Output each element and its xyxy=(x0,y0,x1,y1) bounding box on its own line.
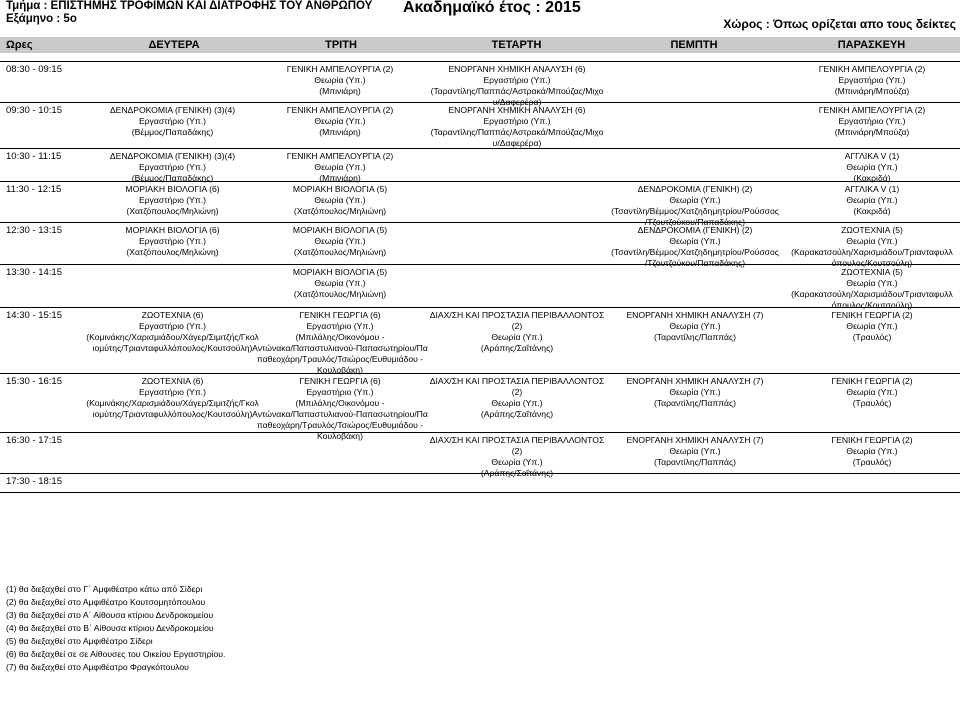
course-line: Θεωρία (Υπ.) xyxy=(669,195,721,205)
course-line: Κουλοβάκη) xyxy=(317,365,363,375)
course-line: ΖΩΟΤΕΧΝΙΑ (6) xyxy=(141,310,204,320)
course-line: Αντώνακα/Παπαστυλιανού-Παπασωτηρίου/Πα xyxy=(252,343,428,353)
course-line: Εργαστήριο (Υπ.) xyxy=(838,116,906,126)
course-line: ΑΓΓΛΙΚΑ V (1) xyxy=(844,151,900,161)
course-line: (Τσαντίλη/Βέμμος/Χατζηδημητρίου/Ρούσσος xyxy=(611,206,779,216)
course-line: Θεωρία (Υπ.) xyxy=(846,195,898,205)
course-line: (Βέμμος/Παπαδάκης) xyxy=(131,127,214,137)
time-slot-row xyxy=(0,432,960,478)
course-line: (2) xyxy=(511,387,523,397)
course-cell-mon xyxy=(70,184,275,217)
course-cell-tue xyxy=(250,151,430,184)
course-line: ΖΩΟΤΕΧΝΙΑ (5) xyxy=(841,225,903,235)
col-wednesday: ΤΕΤΑΡΤΗ xyxy=(491,39,542,51)
course-line: ΖΩΟΤΕΧΝΙΑ (5) xyxy=(841,267,903,277)
course-line: (Ταραντίλης/Παππάς) xyxy=(653,332,737,342)
course-line: (Μπιλάλης/Οικονόμου - xyxy=(295,398,385,408)
course-cell-thu xyxy=(600,435,790,468)
course-cell-mon xyxy=(70,376,275,420)
course-line: (Καρακατσούλη/Χαρισμιάδου/Τριανταφυλλ xyxy=(791,247,953,257)
course-line: Θεωρία (Υπ.) xyxy=(491,398,543,408)
course-line: Εργαστήριο (Υπ.) xyxy=(138,321,207,331)
time-slot-label: 10:30 - 11:15 xyxy=(6,151,62,162)
course-cell-tue xyxy=(250,267,430,300)
course-line: (Χατζόπουλος/Μηλιώνη) xyxy=(293,247,387,257)
course-line: Αντώνακα/Παπαστυλιανού-Παπασωτηρίου/Πα xyxy=(252,409,428,419)
course-line: Θεωρία (Υπ.) xyxy=(314,75,366,85)
course-cell-tue xyxy=(250,184,430,217)
course-line: Εργαστήριο (Υπ.) xyxy=(306,387,374,397)
course-line: ΓΕΝΙΚΗ ΓΕΩΡΓΙΑ (2) xyxy=(831,310,913,320)
course-line: (2) xyxy=(511,321,523,331)
course-line: (Μπινιάρη) xyxy=(319,86,361,96)
course-line: Εργαστήριο (Υπ.) xyxy=(138,116,207,126)
course-line: (Χατζόπουλος/Μηλιώνη) xyxy=(126,247,219,257)
footnote: (3) θα διεξαχθεί στο Α΄ Αίθουσα κτίριου Δενδροκομείου xyxy=(6,610,214,620)
course-line: Θεωρία (Υπ.) xyxy=(846,321,898,331)
course-line: Θεωρία (Υπ.) xyxy=(669,236,721,246)
course-line: ΕΝΟΡΓΑΝΗ ΧΗΜΙΚΗ ΑΝΑΛΥΣΗ (7) xyxy=(626,376,764,386)
course-line: ΕΝΟΡΓΑΝΗ ΧΗΜΙΚΗ ΑΝΑΛΥΣΗ (7) xyxy=(626,435,764,445)
course-line: ΑΓΓΛΙΚΑ V (1) xyxy=(844,184,900,194)
course-cell-fri xyxy=(784,184,960,217)
time-slot-label: 15:30 - 16:15 xyxy=(6,376,62,387)
col-tuesday: ΤΡΙΤΗ xyxy=(325,39,357,51)
course-line: ΕΝΟΡΓΑΝΗ ΧΗΜΙΚΗ ΑΝΑΛΥΣΗ (7) xyxy=(626,310,764,320)
course-line: ΓΕΝΙΚΗ ΑΜΠΕΛΟΥΡΓΙΑ (2) xyxy=(818,64,926,74)
course-line: Εργαστήριο (Υπ.) xyxy=(138,195,207,205)
header-year: Ακαδημαϊκό έτος : 2015 xyxy=(403,0,581,16)
course-line: (Μπινιάρη) xyxy=(319,173,361,183)
course-line: (Κακριδά) xyxy=(853,173,891,183)
course-line: υ/Δαφερέρα) xyxy=(492,138,542,148)
course-line: (Κακριδά) xyxy=(853,206,891,216)
course-line: (Τσαντίλη/Βέμμος/Χατζηδημητρίου/Ρούσσος xyxy=(611,247,779,257)
course-line: Κουλοβάκη) xyxy=(317,431,363,441)
course-cell-thu xyxy=(600,225,790,269)
course-cell-mon xyxy=(70,151,275,184)
header-semester: Εξάμηνο : 5ο xyxy=(6,13,77,25)
course-line: ΖΩΟΤΕΧΝΙΑ (6) xyxy=(141,376,204,386)
course-line: παθεοχάρη/Τραυλός/Τσιώρος/Ευθυμιάδου - xyxy=(256,354,424,364)
course-line: (Αράπης/Σαΐτάνης) xyxy=(480,343,554,353)
course-cell-mon xyxy=(70,225,275,258)
footnote: (2) θα διεξαχθεί στο Αμφιθέατρο Κουτσομητόπουλου xyxy=(6,597,206,607)
time-slot-label: 13:30 - 14:15 xyxy=(6,267,62,278)
course-line: ΜΟΡΙΑΚΗ ΒΙΟΛΟΓΙΑ (5) xyxy=(292,184,388,194)
col-monday: ΔΕΥΤΕΡΑ xyxy=(148,39,200,51)
course-line: (Μπινιάρη) xyxy=(319,127,361,137)
course-cell-mon xyxy=(70,105,275,138)
course-line: Εργαστήριο (Υπ.) xyxy=(306,321,374,331)
course-line: όπουλος/Κουτσούλη) xyxy=(831,300,913,310)
course-line: /Τζουτζούκου/Παπαδάκης) xyxy=(644,217,746,227)
course-line: Θεωρία (Υπ.) xyxy=(491,332,543,342)
course-line: (Ταραντίλης/Παππάς/Αστρακά/Μπούζας/Μιχο xyxy=(430,127,604,137)
course-line: ΔΙΑΧ/ΣΗ ΚΑΙ ΠΡΟΣΤΑΣΙΑ ΠΕΡΙΒΑΛΛΟΝΤΟΣ xyxy=(429,376,605,386)
course-cell-wed xyxy=(426,105,608,149)
course-line: (Χατζόπουλος/Μηλιώνη) xyxy=(293,289,387,299)
course-line: (Καρακατσούλη/Χαρισμιάδου/Τριανταφυλλ xyxy=(791,289,953,299)
time-slot-label: 08:30 - 09:15 xyxy=(6,64,62,75)
course-line: ΔΕΝΔΡΟΚΟΜΙΑ (ΓΕΝΙΚΗ) (3)(4) xyxy=(109,105,236,115)
course-line: ΓΕΝΙΚΗ ΓΕΩΡΓΙΑ (6) xyxy=(299,310,381,320)
course-line: ΜΟΡΙΑΚΗ ΒΙΟΛΟΓΙΑ (5) xyxy=(292,225,388,235)
course-line: (Τραυλός) xyxy=(852,332,892,342)
col-thursday: ΠΕΜΠΤΗ xyxy=(670,39,718,51)
course-cell-fri xyxy=(784,64,960,97)
time-slot-row xyxy=(0,473,960,493)
course-line: (Αράπης/Σαΐτάνης) xyxy=(480,468,554,478)
table-bottom-rule xyxy=(0,492,960,493)
course-line: /Τζουτζούκου/Παπαδάκης) xyxy=(644,258,746,268)
time-slot-row xyxy=(0,102,960,149)
course-cell-fri xyxy=(784,225,960,269)
course-line: Θεωρία (Υπ.) xyxy=(846,236,898,246)
course-line: ΓΕΝΙΚΗ ΓΕΩΡΓΙΑ (2) xyxy=(831,376,913,386)
course-line: Θεωρία (Υπ.) xyxy=(669,321,721,331)
course-cell-fri xyxy=(784,376,960,409)
time-slot-row xyxy=(0,222,960,268)
course-line: (2) xyxy=(511,446,523,456)
course-cell-tue xyxy=(250,225,430,258)
course-line: (Μπινιάρη/Μπούζα) xyxy=(834,86,910,96)
course-line: Θεωρία (Υπ.) xyxy=(846,446,898,456)
course-line: Θεωρία (Υπ.) xyxy=(669,387,721,397)
course-cell-thu xyxy=(600,376,790,409)
course-line: ΔΕΝΔΡΟΚΟΜΙΑ (ΓΕΝΙΚΗ) (2) xyxy=(637,184,753,194)
course-line: ΜΟΡΙΑΚΗ ΒΙΟΛΟΓΙΑ (6) xyxy=(125,225,220,235)
time-slot-row xyxy=(0,148,960,182)
course-line: ΔΙΑΧ/ΣΗ ΚΑΙ ΠΡΟΣΤΑΣΙΑ ΠΕΡΙΒΑΛΛΟΝΤΟΣ xyxy=(429,435,605,445)
course-line: (Χατζόπουλος/Μηλιώνη) xyxy=(126,206,219,216)
course-cell-fri xyxy=(784,105,960,138)
time-slot-label: 17:30 - 18:15 xyxy=(6,476,62,487)
course-line: ΔΕΝΔΡΟΚΟΜΙΑ (ΓΕΝΙΚΗ) (3)(4) xyxy=(109,151,236,161)
course-line: Εργαστήριο (Υπ.) xyxy=(138,162,207,172)
footnotes xyxy=(6,583,225,674)
course-line: Εργαστήριο (Υπ.) xyxy=(138,236,207,246)
course-line: Θεωρία (Υπ.) xyxy=(846,162,898,172)
course-line: ιομύτης/Τριανταφυλλόπουλος/Κουτσούλη) xyxy=(92,409,253,419)
course-line: ΓΕΝΙΚΗ ΑΜΠΕΛΟΥΡΓΙΑ (2) xyxy=(818,105,926,115)
course-line: (Μπινιάρη/Μπούζα) xyxy=(834,127,910,137)
time-slot-label: 11:30 - 12:15 xyxy=(6,184,62,195)
course-line: Εργαστήριο (Υπ.) xyxy=(483,75,551,85)
course-line: (Αράπης/Σαΐτάνης) xyxy=(480,409,554,419)
course-line: (Ταραντίλης/Παππάς/Αστρακά/Μπούζας/Μιχο xyxy=(430,86,604,96)
course-line: Θεωρία (Υπ.) xyxy=(314,195,366,205)
course-line: ΔΙΑΧ/ΣΗ ΚΑΙ ΠΡΟΣΤΑΣΙΑ ΠΕΡΙΒΑΛΛΟΝΤΟΣ xyxy=(429,310,605,320)
course-line: Θεωρία (Υπ.) xyxy=(491,457,543,467)
course-line: Θεωρία (Υπ.) xyxy=(669,446,721,456)
course-cell-fri xyxy=(784,435,960,468)
course-line: όπουλος/Κουτσούλη) xyxy=(831,258,913,268)
course-line: Θεωρία (Υπ.) xyxy=(314,162,366,172)
header-dept: Τμήμα : ΕΠΙΣΤΗΜΗΣ ΤΡΟΦΙΜΩΝ ΚΑΙ ΔΙΑΤΡΟΦΗΣ ΤΟΥ ΑΝΘΡΩΠΟΥ xyxy=(6,0,373,12)
course-line: (Ταραντίλης/Παππάς) xyxy=(653,398,737,408)
course-line: Θεωρία (Υπ.) xyxy=(846,278,898,288)
time-slot-row xyxy=(0,181,960,227)
course-cell-tue xyxy=(250,64,430,97)
course-cell-fri xyxy=(784,151,960,184)
header-room: Χώρος : Όπως ορίζεται απο τους δείκτες xyxy=(723,17,956,31)
course-cell-fri xyxy=(784,267,960,311)
course-line: ΜΟΡΙΑΚΗ ΒΙΟΛΟΓΙΑ (5) xyxy=(292,267,388,277)
course-line: ΕΝΟΡΓΑΝΗ ΧΗΜΙΚΗ ΑΝΑΛΥΣΗ (6) xyxy=(448,105,586,115)
course-line: Θεωρία (Υπ.) xyxy=(314,278,366,288)
course-line: ΓΕΝΙΚΗ ΑΜΠΕΛΟΥΡΓΙΑ (2) xyxy=(286,64,394,74)
course-cell-fri xyxy=(784,310,960,343)
time-slot-label: 16:30 - 17:15 xyxy=(6,435,62,446)
course-cell-wed xyxy=(426,310,608,354)
time-slot-label: 12:30 - 13:15 xyxy=(6,225,62,236)
course-line: (Χατζόπουλος/Μηλιώνη) xyxy=(293,206,387,216)
footnote: (7) θα διεξαχθεί στο Αμφιθέατρο Φραγκόπουλου xyxy=(6,662,189,672)
course-line: (Μπιλάλης/Οικονόμου - xyxy=(295,332,385,342)
course-line: Θεωρία (Υπ.) xyxy=(314,236,366,246)
course-line: (Τραυλός) xyxy=(852,398,892,408)
course-cell-tue xyxy=(250,310,430,376)
course-line: Θεωρία (Υπ.) xyxy=(314,116,366,126)
course-line: ΔΕΝΔΡΟΚΟΜΙΑ (ΓΕΝΙΚΗ) (2) xyxy=(637,225,753,235)
course-cell-tue xyxy=(250,105,430,138)
course-line: ιομύτης/Τριανταφυλλόπουλος/Κουτσούλη) xyxy=(92,343,253,353)
column-header-row xyxy=(0,37,960,53)
course-line: Εργαστήριο (Υπ.) xyxy=(483,116,551,126)
course-line: ΓΕΝΙΚΗ ΓΕΩΡΓΙΑ (6) xyxy=(299,376,381,386)
course-line: Εργαστήριο (Υπ.) xyxy=(838,75,906,85)
course-line: παθεοχάρη/Τραυλός/Τσιώρος/Ευθυμιάδου - xyxy=(256,420,424,430)
course-line: (Τραυλός) xyxy=(852,457,892,467)
course-cell-thu xyxy=(600,310,790,343)
time-slot-row xyxy=(0,264,960,308)
course-line: Εργαστήριο (Υπ.) xyxy=(138,387,207,397)
course-line: υ/Δαφερέρα) xyxy=(492,97,542,107)
col-friday: ΠΑΡΑΣΚΕΥΗ xyxy=(837,39,906,51)
course-line: ΓΕΝΙΚΗ ΑΜΠΕΛΟΥΡΓΙΑ (2) xyxy=(286,105,394,115)
footnote: (6) θα διεξαχθεί σε σε Αίθουσες του Οικείου Εργαστηρίου. xyxy=(6,649,226,659)
course-cell-mon xyxy=(70,310,275,354)
course-line: ΜΟΡΙΑΚΗ ΒΙΟΛΟΓΙΑ (6) xyxy=(125,184,220,194)
course-line: (Βέμμος/Παπαδάκης) xyxy=(131,173,214,183)
course-line: (Κομινάκης/Χαρισμιάδου/Χάγερ/Σιμιτζής/Γκολ xyxy=(86,332,259,342)
time-slot-label: 09:30 - 10:15 xyxy=(6,105,62,116)
footnote: (5) θα διεξαχθεί στο Αμφιθέατρο Σίδερι xyxy=(6,636,153,646)
time-slot-row xyxy=(0,307,960,374)
course-line: ΓΕΝΙΚΗ ΑΜΠΕΛΟΥΡΓΙΑ (2) xyxy=(286,151,394,161)
course-cell-wed xyxy=(426,376,608,420)
time-slot-label: 14:30 - 15:15 xyxy=(6,310,62,321)
footnote: (1) θα διεξαχθεί στο Γ΄ Αμφιθέατρο κάτω από Σίδερι xyxy=(6,584,203,594)
course-line: ΓΕΝΙΚΗ ΓΕΩΡΓΙΑ (2) xyxy=(831,435,913,445)
footnote: (4) θα διεξαχθεί στο Β΄ Αίθουσα κτίριου Δενδροκομείου xyxy=(6,623,214,633)
course-line: (Ταραντίλης/Παππάς) xyxy=(653,457,737,467)
course-line: (Κομινάκης/Χαρισμιάδου/Χάγερ/Σιμιτζής/Γκολ xyxy=(86,398,259,408)
course-line: ΕΝΟΡΓΑΝΗ ΧΗΜΙΚΗ ΑΝΑΛΥΣΗ (6) xyxy=(448,64,586,74)
time-slot-row xyxy=(0,61,960,107)
course-line: Θεωρία (Υπ.) xyxy=(846,387,898,397)
col-hours: Ωρες xyxy=(6,39,33,51)
